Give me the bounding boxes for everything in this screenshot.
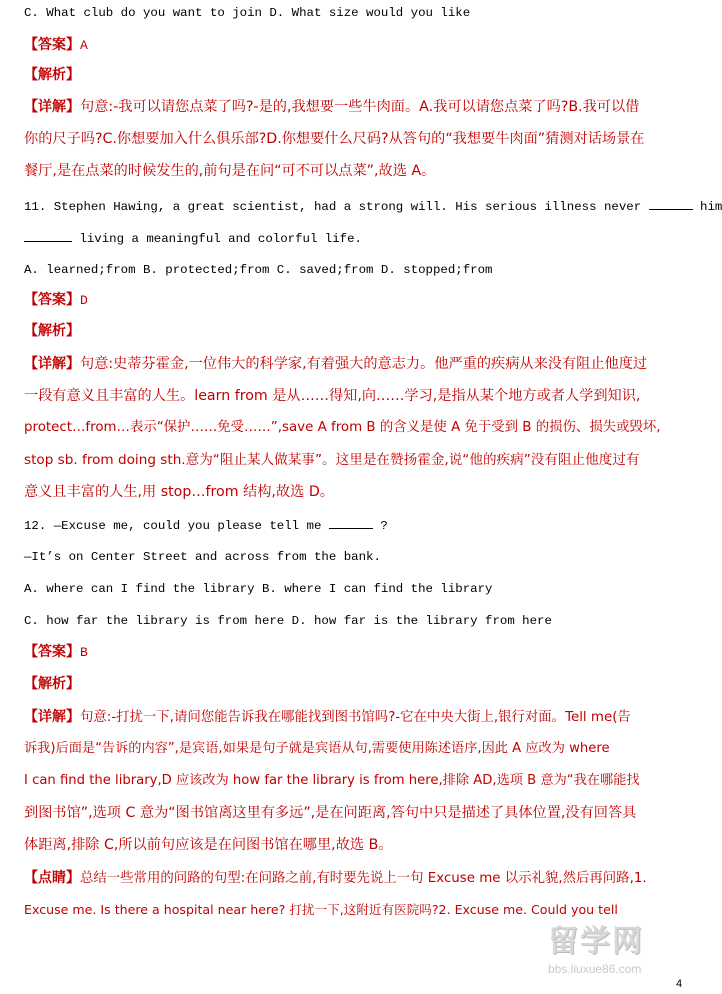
q10-detail-line-1: 【详解】句意:-我可以请您点菜了吗?-是的,我想要一些牛肉面。A.我可以请您点菜了吗?B.我可以借	[24, 99, 640, 115]
q11-detail-line-2: 一段有意义且丰富的人生。learn from 是从……得知,向……学习,是指从某个地方或者人学到知识,	[24, 388, 641, 404]
q11-answer	[24, 291, 88, 310]
watermark	[548, 916, 708, 986]
answer-value: D	[80, 293, 88, 308]
page-number: 4	[676, 978, 683, 990]
q12-detail-line-5: 体距离,排除 C,所以前句应该是在问图书馆在哪里,故选 B。	[24, 837, 393, 853]
watermark-logo: 留学网	[548, 924, 644, 959]
q12-detail-line-4: 到图书馆”,选项 C 意为“图书馆离这里有多远”,是在问距离,答句中只是描述了具体位置,没有回答具	[24, 805, 637, 821]
q11-detail-line-3: protect…from…表示“保护……免受……”,save A from B 的含义是使 A 免于受到 B 的损伤、损失或毁坏,	[24, 420, 661, 435]
q12-detail-line-2: 诉我)后面是“告诉的内容”,是宾语,如果是句子就是宾语从句,需要使用陈述语序,因此 A 应改为 where	[24, 741, 610, 756]
q12-detail-line-1: 【详解】句意:-打扰一下,请问您能告诉我在哪能找到图书馆吗?-它在中央大街上,银行对面。Tell me(告	[24, 709, 631, 725]
q12-reply: —It’s on Center Street and across from the bank.	[24, 550, 381, 564]
q11-detail-line-1: 【详解】句意:史蒂芬霍金,一位伟大的科学家,有着强大的意志力。他严重的疾病从来没有阻止他度过	[24, 356, 648, 372]
q12-analysis-label: 【解析】	[24, 676, 80, 692]
q11-detail-line-5: 意义且丰富的人生,用 stop…from 结构,故选 D。	[24, 484, 334, 500]
q11-detail-line-4: stop sb. from doing sth.意为“阻止某人做某事”。这里是在赞扬霍金,说“他的疾病”没有阻止他度过有	[24, 452, 640, 468]
answer-value: A	[80, 38, 88, 53]
watermark-url: bbs.liuxue86.com	[548, 962, 642, 976]
q10-options-cd: C. What club do you want to join D. What size would you like	[24, 6, 471, 20]
q11-stem-line-1: 11. Stephen Hawing, a great scientist, had a strong will. His serious illness never him	[24, 197, 722, 216]
answer-label: 【答案】	[24, 292, 80, 308]
q10-answer	[24, 36, 88, 55]
answer-label: 【答案】	[24, 644, 80, 660]
q11-stem-line-2: living a meaningful and colorful life.	[24, 229, 362, 248]
detail-label: 【详解】	[24, 709, 80, 725]
q10-detail-line-2: 你的尺子吗?C.你想要加入什么俱乐部?D.你想要什么尺码?从答句的“我想要牛肉面”猜测对话场景在	[24, 131, 645, 147]
answer-blank	[24, 229, 72, 242]
q11-options: A. learned;from B. protected;from C. saved;from D. stopped;from	[24, 263, 493, 277]
answer-blank	[649, 197, 693, 210]
answer-blank	[329, 516, 373, 529]
q12-answer	[24, 643, 88, 662]
q12-tip-line-1: 【点睛】总结一些常用的问路的句型:在问路之前,有时要先说上一句 Excuse me 以示礼貌,然后再问路,1.	[24, 870, 647, 886]
q10-detail-line-3: 餐厅,是在点菜的时候发生的,前句是在问“可不可以点菜”,故选 A。	[24, 163, 436, 179]
answer-value: B	[80, 645, 88, 660]
q12-options-cd: C. how far the library is from here D. how far is the library from here	[24, 614, 552, 628]
detail-label: 【详解】	[24, 356, 80, 372]
q11-analysis-label: 【解析】	[24, 323, 80, 339]
answer-label: 【答案】	[24, 37, 80, 53]
q12-tip-line-2: Excuse me. Is there a hospital near here? 打扰一下,这附近有医院吗?2. Excuse me. Could you tell	[24, 902, 618, 917]
q10-analysis-label: 【解析】	[24, 67, 80, 83]
tip-label: 【点睛】	[24, 870, 80, 886]
detail-label: 【详解】	[24, 99, 80, 115]
q12-stem-line-1: 12. —Excuse me, could you please tell me ?	[24, 516, 388, 535]
q12-detail-line-3: I can find the library,D 应该改为 how far the library is from here,排除 AD,选项 B 意为“我在哪能找	[24, 773, 640, 788]
q12-options-ab: A. where can I find the library B. where I can find the library	[24, 582, 493, 596]
